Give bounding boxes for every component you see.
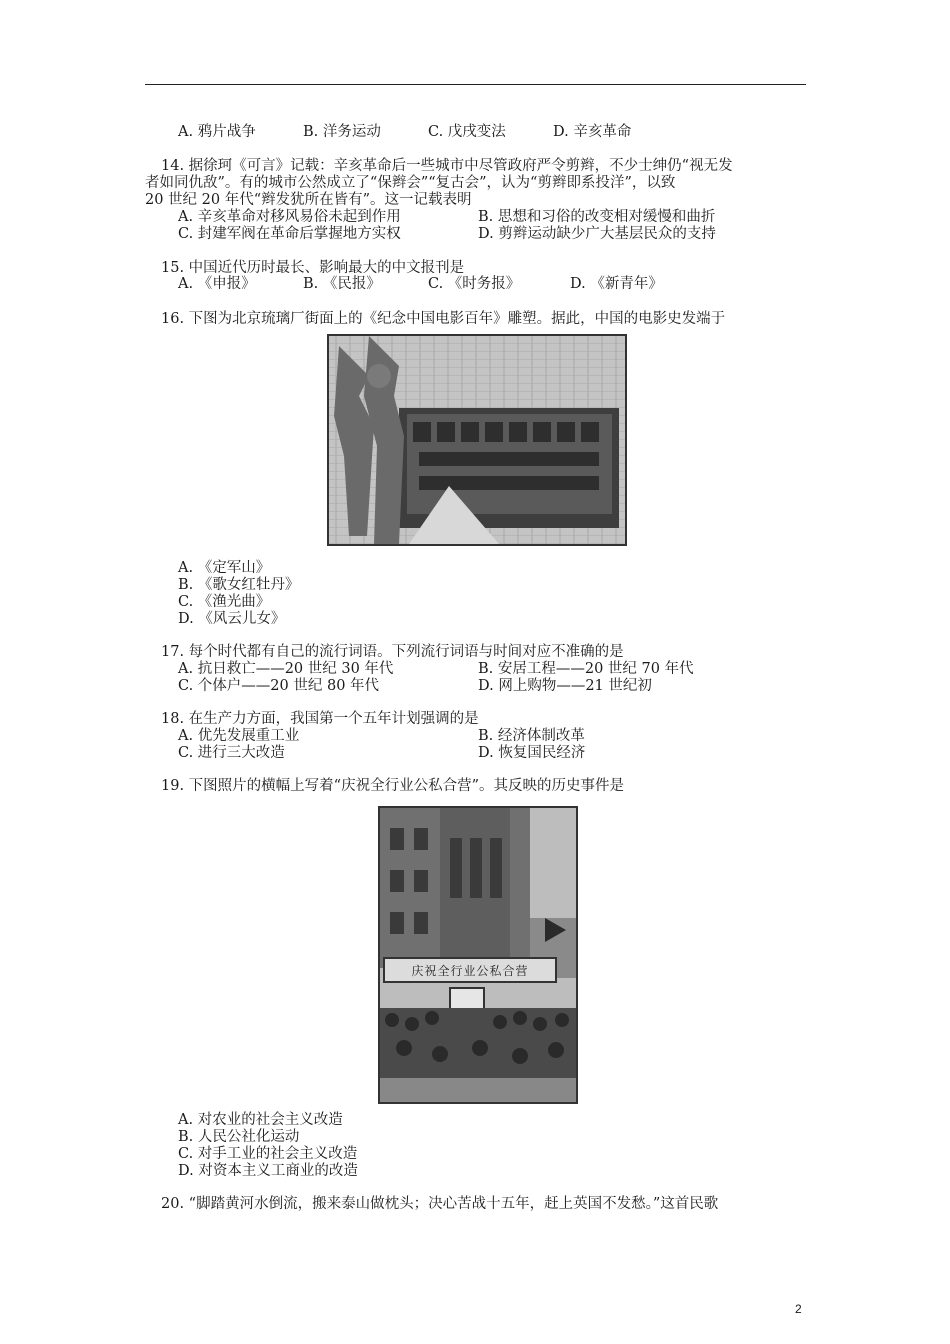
q14-option-a: A. 辛亥革命对移风易俗未起到作用 — [178, 209, 401, 225]
q13-option-a: A. 鸦片战争 — [178, 124, 256, 140]
celebration-illustration — [380, 808, 576, 1102]
q19-option-d: D. 对资本主义工商业的改造 — [178, 1163, 358, 1179]
q18-option-b: B. 经济体制改革 — [478, 728, 585, 744]
q14-stem-line2: 者如同仇敌”。有的城市公然成立了“保辫会”“复古会”，认为“剪辫即系投洋”，以致 — [145, 175, 676, 191]
sculpture-photo — [327, 334, 627, 546]
q14-option-c: C. 封建军阀在革命后掌握地方实权 — [178, 226, 401, 242]
q13-option-d: D. 辛亥革命 — [553, 124, 632, 140]
q14-stem-line1: 14. 据徐珂《可言》记载：辛亥革命后一些城市中尽管政府严令剪辫，不少士绅仍“视无发 — [161, 158, 733, 174]
sculpture-illustration — [329, 336, 625, 544]
q16-stem: 16. 下图为北京琉璃厂街面上的《纪念中国电影百年》雕塑。据此，中国的电影史发端于 — [161, 311, 726, 327]
q15-option-c: C. 《时务报》 — [428, 276, 521, 292]
q14-option-d: D. 剪辫运动缺少广大基层民众的支持 — [478, 226, 716, 242]
q17-stem: 17. 每个时代都有自己的流行词语。下列流行词语与时间对应不准确的是 — [161, 644, 624, 660]
q19-stem: 19. 下图照片的横幅上写着“庆祝全行业公私合营”。其反映的历史事件是 — [161, 778, 624, 794]
q16-option-d: D. 《风云儿女》 — [178, 611, 286, 627]
q14-option-b: B. 思想和习俗的改变相对缓慢和曲折 — [478, 209, 716, 225]
q13-option-b: B. 洋务运动 — [303, 124, 381, 140]
q19-option-a: A. 对农业的社会主义改造 — [178, 1112, 343, 1128]
q18-option-a: A. 优先发展重工业 — [178, 728, 300, 744]
q17-option-c: C. 个体户——20 世纪 80 年代 — [178, 678, 380, 694]
q16-option-c: C. 《渔光曲》 — [178, 594, 271, 610]
q15-stem: 15. 中国近代历时最长、影响最大的中文报刊是 — [161, 260, 465, 276]
q19-option-b: B. 人民公社化运动 — [178, 1129, 300, 1145]
celebration-banner: 庆祝全行业公私合营 — [411, 964, 529, 978]
q17-option-b: B. 安居工程——20 世纪 70 年代 — [478, 661, 694, 677]
q15-option-a: A. 《申报》 — [178, 276, 256, 292]
q16-option-a: A. 《定军山》 — [178, 560, 271, 576]
q18-stem: 18. 在生产力方面，我国第一个五年计划强调的是 — [161, 711, 479, 727]
q19-option-c: C. 对手工业的社会主义改造 — [178, 1146, 358, 1162]
page-number: 2 — [795, 1302, 802, 1316]
q15-option-d: D. 《新青年》 — [570, 276, 663, 292]
q17-option-a: A. 抗日救亡——20 世纪 30 年代 — [178, 661, 394, 677]
header-rule — [145, 84, 806, 85]
q16-option-b: B. 《歌女红牡丹》 — [178, 577, 300, 593]
q17-option-d: D. 网上购物——21 世纪初 — [478, 678, 652, 694]
q14-stem-line3: 20 世纪 20 年代“辫发犹所在皆有”。这一记载表明 — [145, 192, 472, 208]
celebration-photo — [378, 806, 578, 1104]
q18-option-d: D. 恢复国民经济 — [478, 745, 586, 761]
q13-option-c: C. 戊戌变法 — [428, 124, 506, 140]
q15-option-b: B. 《民报》 — [303, 276, 381, 292]
q18-option-c: C. 进行三大改造 — [178, 745, 285, 761]
q20-stem: 20. “脚踏黄河水倒流，搬来泰山做枕头；决心苦战十五年，赶上英国不发愁。”这首民歌 — [161, 1196, 719, 1212]
